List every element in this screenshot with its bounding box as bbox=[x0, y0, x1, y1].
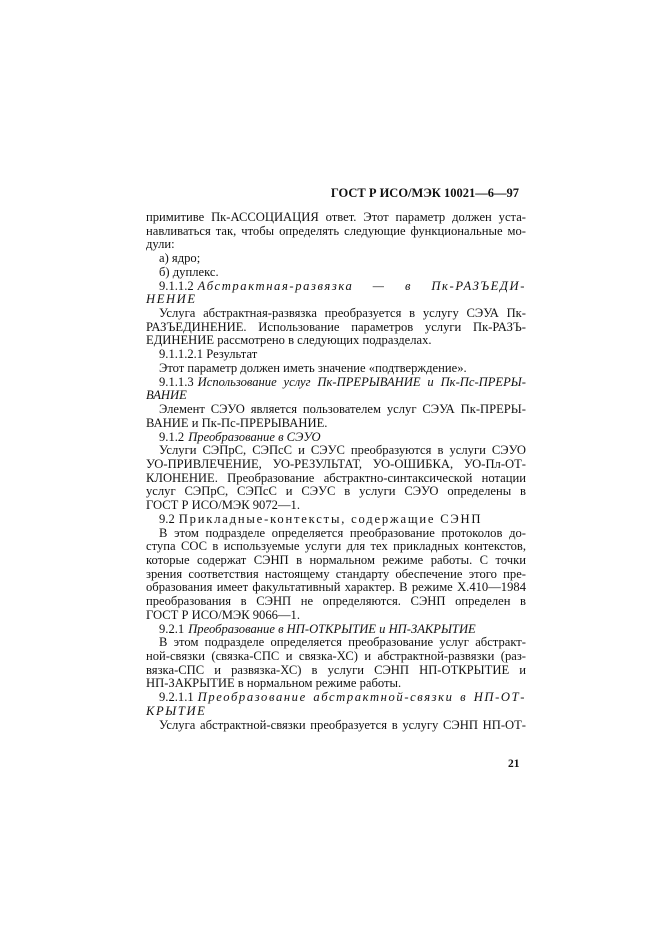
line-text: Этот параметр должен иметь значение «подтверждение». bbox=[159, 360, 467, 375]
text-line bbox=[146, 238, 526, 252]
text-line bbox=[146, 664, 526, 678]
line-text: ной-связки (связка-СПС и связка-ХС) и абстрактной-развязки (раз- bbox=[146, 649, 526, 663]
text-line bbox=[146, 636, 526, 650]
line-text: вязка-СПС и развязка-ХС) в услуги СЭНП НП-ОТКРЫТИЕ и bbox=[146, 662, 526, 677]
text-line bbox=[146, 691, 526, 705]
line-text: образования имеет факультативный характер. В режиме X.410—1984 bbox=[146, 580, 526, 595]
text-line bbox=[146, 472, 526, 486]
text-line bbox=[146, 609, 526, 623]
text-line bbox=[146, 540, 526, 554]
section-heading-text: Преобразование в СЭУО bbox=[188, 429, 321, 444]
text-line bbox=[146, 252, 526, 266]
text-line bbox=[146, 650, 526, 664]
text-line bbox=[146, 389, 526, 403]
text-line bbox=[146, 568, 526, 582]
section-heading-text: ВАНИЕ bbox=[146, 388, 187, 403]
section-heading-text: Прикладные-контексты, содержащие СЭНП bbox=[178, 511, 483, 526]
text-line bbox=[146, 376, 526, 390]
text-line bbox=[146, 677, 526, 691]
line-text: б) дуплекс. bbox=[159, 264, 219, 279]
page-number: 21 bbox=[508, 758, 520, 770]
text-line bbox=[146, 293, 526, 307]
text-line bbox=[146, 513, 526, 527]
text-line bbox=[146, 554, 526, 568]
text-line bbox=[146, 595, 526, 609]
line-text: дули: bbox=[146, 237, 175, 252]
section-number: 9.2.1 bbox=[159, 621, 185, 636]
line-text: РАЗЪЕДИНЕНИЕ. Использование параметров услуги Пк-РАЗЪ- bbox=[146, 319, 526, 334]
line-text: Услуга абстрактная-развязка преобразуется в услугу СЭУА Пк- bbox=[159, 306, 526, 321]
section-number: 9.1.1.3 bbox=[159, 374, 194, 389]
section-number: 9.2 bbox=[159, 511, 175, 526]
document-header: ГОСТ Р ИСО/МЭК 10021—6—97 bbox=[330, 186, 519, 200]
section-heading-text: КРЫТИЕ bbox=[146, 703, 207, 718]
line-text: зрения соответствия настоящему стандарту обеспечение этого пре- bbox=[146, 566, 526, 581]
text-line bbox=[146, 499, 526, 513]
line-text: УО-ПРИВЛЕЧЕНИЕ, УО-РЕЗУЛЬТАТ, УО-ОШИБКА, УО-Пл-ОТ- bbox=[146, 456, 526, 471]
section-heading-text: Использование услуг Пк-ПРЕРЫВАНИЕ и Пк-Пс-ПРЕРЫ- bbox=[197, 374, 526, 389]
text-line bbox=[146, 458, 526, 472]
line-text: ЕДИНЕНИЕ рассмотрено в следующих подразделах. bbox=[146, 333, 432, 348]
text-line bbox=[146, 417, 526, 431]
section-heading-text: Преобразование абстрактной-связки в НП-ОТ- bbox=[197, 690, 526, 705]
line-text: Услуги СЭПрС, СЭПсС и СЭУС преобразуются в услуги СЭУО bbox=[159, 443, 526, 458]
text-line bbox=[146, 321, 526, 335]
text-line bbox=[146, 334, 526, 348]
line-text: Элемент СЭУО является пользователем услуг СЭУА Пк-ПРЕРЫ- bbox=[159, 402, 526, 417]
line-text: Услуга абстрактной-связки преобразуется в услугу СЭНП НП-ОТ- bbox=[159, 717, 526, 732]
section-number: 9.1.1.2 bbox=[159, 278, 194, 293]
text-line bbox=[146, 623, 526, 637]
text-line bbox=[146, 362, 526, 376]
text-line bbox=[146, 527, 526, 541]
text-line bbox=[146, 444, 526, 458]
line-text: КЛОНЕНИЕ. Преобразование абстрактно-синтаксической нотации bbox=[146, 470, 526, 485]
text-line bbox=[146, 307, 526, 321]
line-text: ВАНИЕ и Пк-Пс-ПРЕРЫВАНИЕ. bbox=[146, 415, 328, 430]
section-number: 9.1.2 bbox=[159, 429, 185, 444]
text-line bbox=[146, 431, 526, 445]
line-text: которые содержат СЭНП в нормальном режиме работы. С точки bbox=[146, 552, 526, 567]
line-text: ГОСТ Р ИСО/МЭК 9066—1. bbox=[146, 607, 300, 622]
text-line bbox=[146, 266, 526, 280]
section-heading-text: НЕНИЕ bbox=[146, 292, 197, 307]
text-line bbox=[146, 485, 526, 499]
line-text: а) ядро; bbox=[159, 251, 201, 266]
line-text: НП-ЗАКРЫТИЕ в нормальном режиме работы. bbox=[146, 676, 402, 691]
document-body bbox=[146, 211, 526, 732]
text-line bbox=[146, 348, 526, 362]
line-text: ступа СОС в используемые услуги для тех прикладных контекстов, bbox=[146, 539, 526, 554]
line-text: В этом подразделе определяется преобразование услуг абстракт- bbox=[159, 635, 526, 650]
line-text: преобразования в СЭНП не определяются. СЭНП определен в bbox=[146, 594, 526, 609]
line-text: В этом подразделе определяется преобразование протоколов до- bbox=[159, 525, 526, 540]
text-line bbox=[146, 403, 526, 417]
text-line bbox=[146, 719, 526, 733]
section-number: 9.2.1.1 bbox=[159, 690, 194, 705]
text-line bbox=[146, 581, 526, 595]
section-heading-text: Преобразование в НП-ОТКРЫТИЕ и НП-ЗАКРЫТИЕ bbox=[188, 621, 476, 636]
line-text: 9.1.1.2.1 Результат bbox=[159, 347, 258, 362]
text-line bbox=[146, 225, 526, 239]
text-line bbox=[146, 280, 526, 294]
text-line bbox=[146, 211, 526, 225]
line-text: ГОСТ Р ИСО/МЭК 9072—1. bbox=[146, 498, 300, 513]
line-text: примитиве Пк-АССОЦИАЦИЯ ответ. Этот параметр должен уста- bbox=[146, 210, 526, 224]
line-text: навливаться так, чтобы определять следующие функциональные мо- bbox=[146, 223, 526, 238]
text-line bbox=[146, 705, 526, 719]
section-heading-text: Абстрактная-развязка — в Пк-РАЗЪЕДИ- bbox=[197, 278, 526, 293]
line-text: услуг СЭПрС, СЭПсС и СЭУС в услуги СЭУО определены в bbox=[146, 484, 526, 499]
